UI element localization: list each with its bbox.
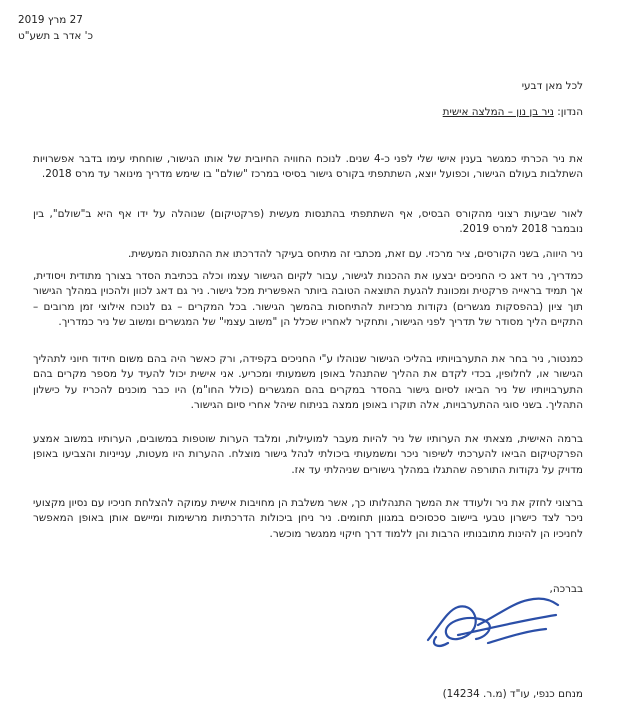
paragraph-1: את ניר הכרתי כמגשר בענין אישי שלי לפני כ-4 שנים. לנוכח החוויה החיובית של אותו הגישור, שוחחתי עימו בדבר אפשרויות השתלבות בעולם הגישור, וכפועל יוצא, השתתפתי בקורס גישור בסיסי במרכז "שולם" בו שימש מדריך מינואר עד מרס 2018. (33, 153, 583, 181)
paragraph-4: כמדריך, ניר דאג כי החניכים יבצעו את ההכנות לגישור, עבור לקיום הגישור עצמו וכלה בכתיבת הסדר בצורך מתודית ויסודית, אך תמיד בראייה פרקטית ומכוונת להגעת התוצאה הטובה ביותר האפשרית מכל גישור. ניר גם דאג לכוון ולהכוין במהלך הגישור תוך ציון (בהפסקות מגשרים) נקודות מרכזיות להתיחסות בהמשך הגישור. בכל המקרים – גם לנוכח אילוצי זמן מרובים – התקיים הליך מסודר של תדריך לפני הגישור, ותחקיר לאחריו שכלל הן "משוב עצמי" של המגשרים ומשוב של ניר כמדריך. (33, 270, 583, 329)
paragraph-6: ברמה האישית, מצאתי את הערותיו של ניר להיות מעבר למועילות, ומלבד הערות שוטפות במשובים, הערותיו במשוב אמצע הפרקטיקום הביאו להערכתי לשיפור ניכר ומשמעותי ביכולתי לנהל גישור מוצלח. ההערות היו מעטות, ענייניות והצביעו באופן מדויק על נקודות התורפה שהתגלו במהלך גישורים שניהלתי עד אז. (33, 433, 583, 476)
subject-title: ניר בן נון – המלצה אישית (442, 106, 554, 118)
paragraph-3: ניר היווה, בשני הקורסים, ציר מרכזי. עם זאת, מכתבי זה מתיחס בעיקר להדרכתו את ההתנסות המעשית. (127, 248, 583, 260)
paragraph-7: ברצוני לחזק את ניר ולעודד את המשך התנהלותו כך, אשר משלבת הן מחויבות אישית עמוקה להצלחת חניכיו עם נסיון מקצועי ניכר לצד כישרון טבעי ביישוב סכסוכים במגוון תחומים. ניר ניחן ביכולות הדרכתיות מרשימות ומיישם אותן באופן המאפשר לחניכיו הן להינות מתובנותיו הרבות והן ללמוד דרך חיקוי ממגשר מוכשר. (33, 497, 583, 540)
date-hebrew: כ' אדר ב תשע"ט (18, 30, 93, 42)
date-gregorian: 27 מרץ 2019 (18, 14, 83, 26)
subject-prefix: הנדון: (557, 106, 583, 118)
closing: בברכה, (549, 583, 583, 595)
subject-line (443, 106, 583, 119)
addressee: לכל מאן דבעי (521, 80, 583, 92)
paragraph-5: כמנטור, ניר בחר את התערבויותיו בהליכי הגישור שנוהלו ע"י החניכים בקפידה, ורק כאשר היה בהם משום חידוד חיוני לתהליך הגישור או, לחלופין, בכדי לקדם את ההליך שהתנהל באופן משמעותי ומכריע. אני אישית יכול להעיד על מספר מקרים בהם התערבויותיו של ניר הביאו לסיום גישור בהסדר במקרים בהם המגשרים (כולל החו"מ) היו כבר מוכנים להכריז על כישלון התהליך. בשני סוגי ההתערבויות, אלה תוקרו באופן ממצה בניתוח שיהל אחרי סיום הגישור. (33, 353, 583, 412)
handwritten-signature (418, 585, 568, 655)
signature-name: מנחם כנפי, עו"ד (מ.ר. 14234) (442, 688, 583, 700)
paragraph-2: לאור שביעות רצוני מהקורס הבסיס, אף השתתפתי בהתנסות מעשית (פרקטיקום) שנוהלה על ידו אף היא ב"שולם", בין נובמבר 2018 למרס 2019. (33, 208, 583, 236)
